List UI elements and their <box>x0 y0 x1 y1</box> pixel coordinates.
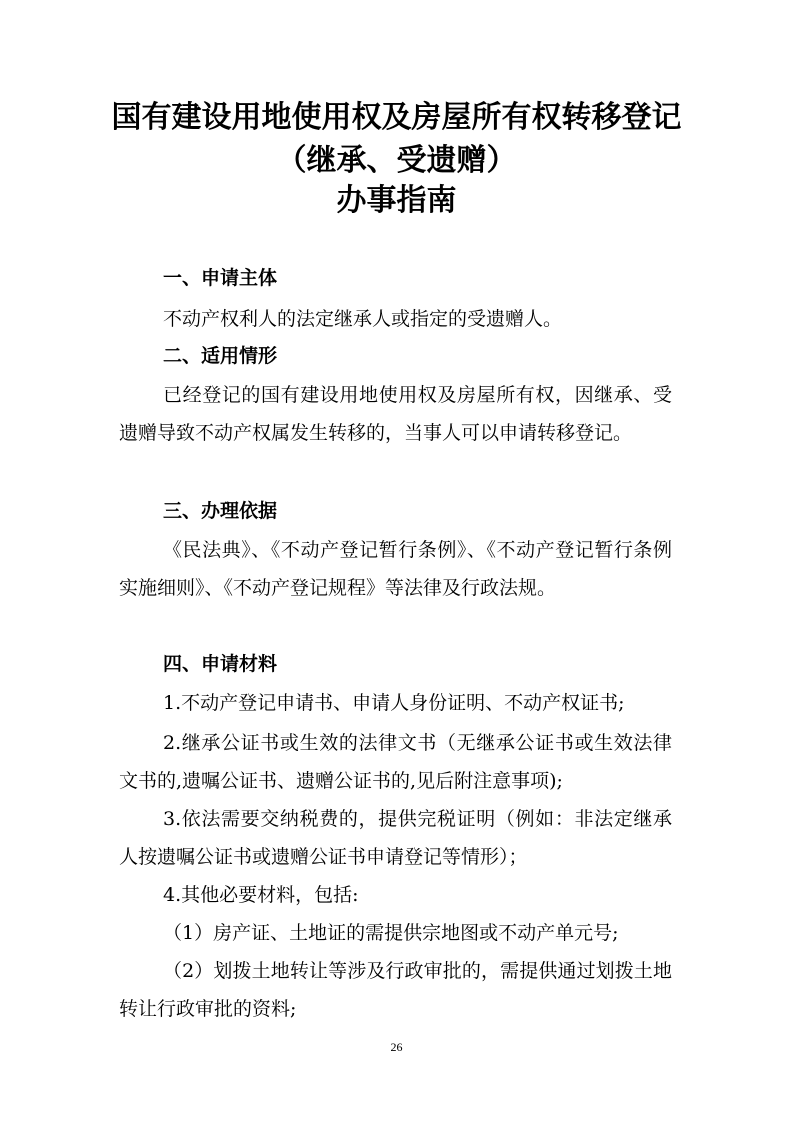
page-number: 26 <box>390 1040 403 1054</box>
document-title-line-2: （继承、受遗赠） <box>276 143 517 178</box>
material-item-2: 2.继承公证书或生效的法律文书（无继承公证书或生效法律文书的,遗嘱公证书、遗赠公证书的,见后附注意事项); <box>119 732 672 792</box>
material-subitem-1: （1）房产证、土地证的需提供宗地图或不动产单元号; <box>163 922 619 944</box>
section-paragraph: 不动产权利人的法定继承人或指定的受遗赠人。 <box>163 308 563 330</box>
material-item-1: 1.不动产登记申请书、申请人身份证明、不动产权证书; <box>163 692 625 714</box>
material-item-4: 4.其他必要材料，包括: <box>163 884 359 906</box>
section-paragraph: 已经登记的国有建设用地使用权及房屋所有权，因继承、受遗赠导致不动产权属发生转移的，当事人可以申请转移登记。 <box>119 384 672 444</box>
material-item-3: 3.依法需要交纳税费的，提供完税证明（例如：非法定继承人按遗嘱公证书或遗赠公证书申请登记等情形）； <box>119 808 672 868</box>
section-heading-scope: 二、适用情形 <box>163 345 278 367</box>
section-heading-applicant: 一、申请主体 <box>163 267 278 289</box>
section-heading-materials: 四、申请材料 <box>163 653 278 675</box>
material-subitem-2: （2）划拨土地转让等涉及行政审批的，需提供通过划拨土地转让行政审批的资料; <box>119 960 672 1020</box>
document-title-line-1: 国有建设用地使用权及房屋所有权转移登记 <box>111 100 682 135</box>
section-paragraph: 《民法典》、《不动产登记暂行条例》、《不动产登记暂行条例实施细则》、《不动产登记规程》等法律及行政法规。 <box>119 539 672 599</box>
document-title-line-3: 办事指南 <box>336 183 457 218</box>
section-heading-basis: 三、办理依据 <box>163 500 278 522</box>
